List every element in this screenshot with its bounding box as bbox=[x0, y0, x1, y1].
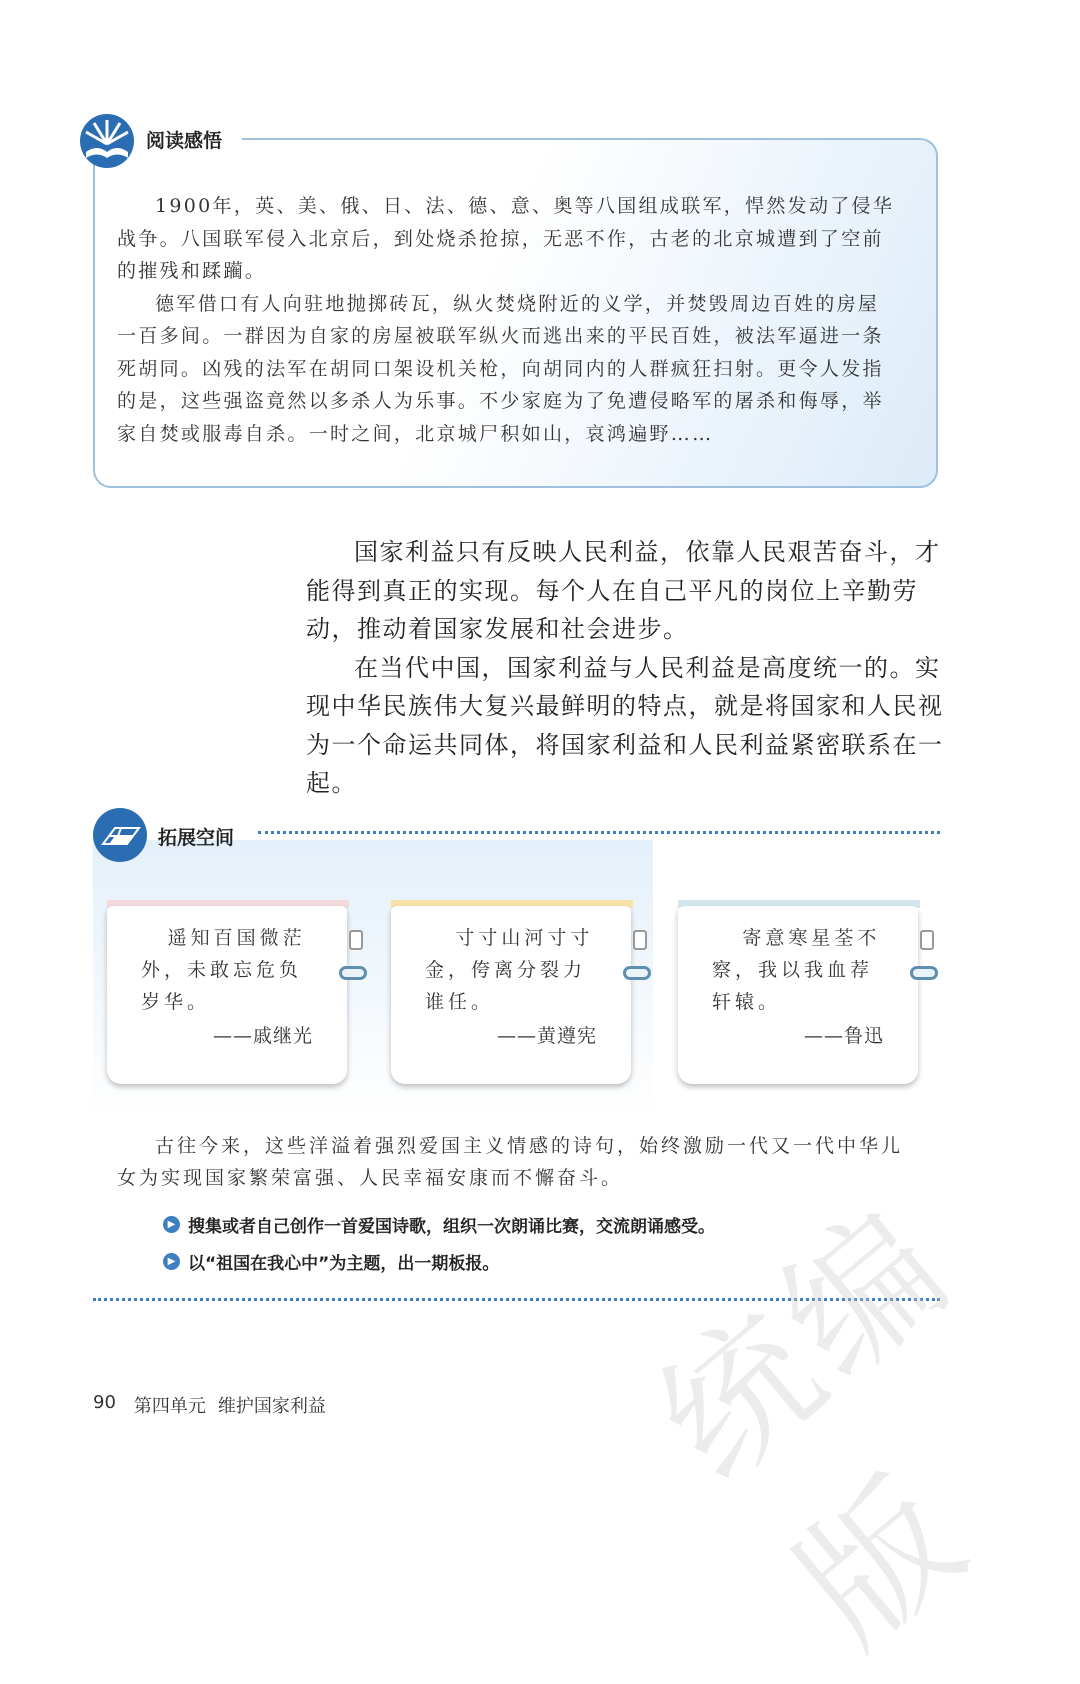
poem-card bbox=[678, 900, 920, 1084]
paperclip-icon bbox=[910, 966, 938, 980]
play-bullet-icon: ▶ bbox=[163, 1253, 180, 1270]
extension-summary bbox=[117, 1130, 917, 1194]
activity-item bbox=[163, 1212, 715, 1237]
paperclip-icon bbox=[633, 930, 647, 950]
poem-author: ——鲁迅 bbox=[803, 1025, 884, 1047]
reading-book-icon bbox=[80, 114, 134, 168]
page-number: 90 bbox=[93, 1392, 116, 1413]
activity-text: 以“祖国在我心中”为主题，出一期板报。 bbox=[188, 1254, 500, 1274]
unit-title: 维护国家利益 bbox=[217, 1396, 326, 1417]
paperclip-icon bbox=[920, 930, 934, 950]
poem-text: 寄意寒星荃不察，我以我血荐轩辕。 bbox=[712, 927, 881, 1013]
page-footer bbox=[93, 1392, 326, 1418]
extension-title: 拓展空间 bbox=[158, 827, 235, 849]
main-paragraph: 国家利益只有反映人民利益，依靠人民艰苦奋斗，才能得到真正的实现。每个人在自己平凡的岗位上辛勤劳动，推动着国家发展和社会进步。 bbox=[306, 538, 941, 643]
poem-author: ——戚继光 bbox=[212, 1025, 313, 1047]
activity-list bbox=[163, 1212, 715, 1274]
poem-card bbox=[107, 900, 349, 1084]
activity-item bbox=[163, 1249, 715, 1274]
reading-paragraph: 德军借口有人向驻地抛掷砖瓦，纵火焚烧附近的义学，并焚毁周边百姓的房屋一百多间。一群因为自家的房屋被联军纵火而逃出来的平民百姓，被法军逼进一条死胡同。凶残的法军在胡同口架设机关枪，向胡同内的人群疯狂扫射。更令人发指的是，这些强盗竟然以多杀人为乐事。不少家庭为了免遭侵略军的屠杀和侮辱，举家自焚或服毒自杀。一时之间，北京城尸积如山，哀鸿遍野…… bbox=[117, 292, 884, 445]
reading-paragraph: 1900年，英、美、俄、日、法、德、意、奥等八国组成联军，悍然发动了侵华战争。八国联军侵入北京后，到处烧杀抢掠，无恶不作，古老的北京城遭到了空前的摧残和蹂躏。 bbox=[117, 195, 895, 282]
unit-label: 第四单元 bbox=[133, 1396, 206, 1417]
poem-text: 寸寸山河寸寸金，侉离分裂力谁任。 bbox=[425, 927, 594, 1013]
poem-author: ——黄遵宪 bbox=[496, 1025, 597, 1047]
main-paragraph: 在当代中国，国家利益与人民利益是高度统一的。实现中华民族伟大复兴最鲜明的特点，就是将国家和人民视为一个命运共同体，将国家利益和人民利益紧密联系在一起。 bbox=[306, 653, 944, 797]
watermark: 统编版 bbox=[628, 1173, 1002, 1679]
paperclip-icon bbox=[339, 966, 367, 980]
activity-text: 搜集或者自己创作一首爱国诗歌，组织一次朗诵比赛，交流朗诵感受。 bbox=[188, 1217, 715, 1237]
poem-text: 遥知百国微茫外，未敢忘危负岁华。 bbox=[141, 927, 306, 1013]
summary-text: 古往今来，这些洋溢着强烈爱国主义情感的诗句，始终激励一代又一代中华儿女为实现国家繁荣富强、人民幸福安康而不懈奋斗。 bbox=[117, 1135, 904, 1189]
play-bullet-icon: ▶ bbox=[163, 1216, 180, 1233]
extension-grid-icon bbox=[93, 808, 147, 862]
paperclip-icon bbox=[623, 966, 651, 980]
reading-title-line bbox=[244, 138, 824, 140]
poem-card bbox=[391, 900, 633, 1084]
extension-divider bbox=[258, 831, 940, 834]
paperclip-icon bbox=[349, 930, 363, 950]
main-text bbox=[306, 533, 946, 803]
reading-text bbox=[117, 190, 897, 450]
reading-title: 阅读感悟 bbox=[146, 130, 223, 152]
